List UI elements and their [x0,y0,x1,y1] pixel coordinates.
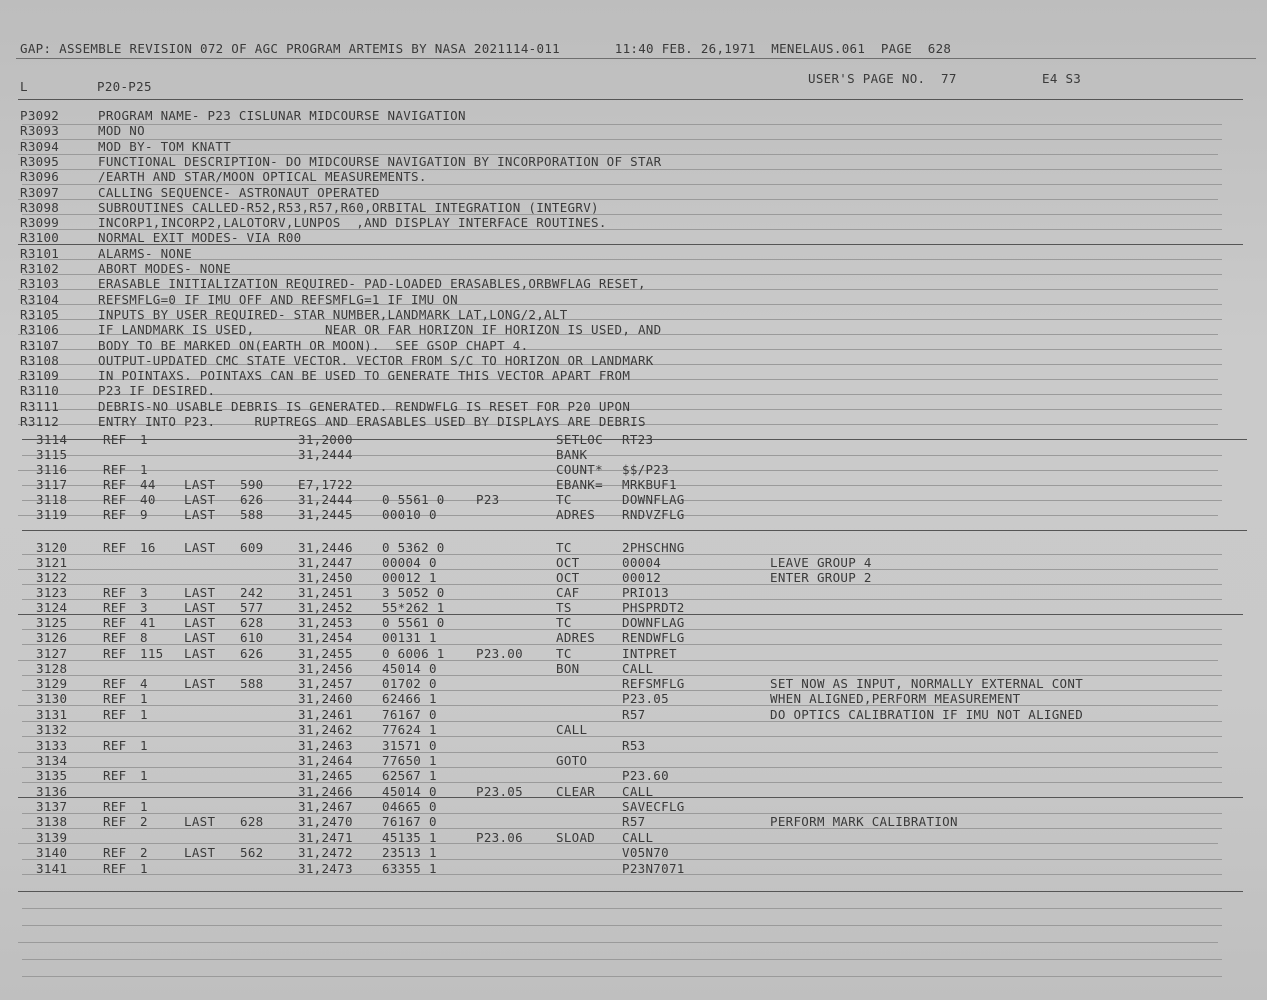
last-keyword: LAST [184,507,216,522]
description-text: /EARTH AND STAR/MOON OPTICAL MEASUREMENTS. [98,169,427,184]
address: 31,2447 [298,555,353,570]
address: 31,2465 [298,768,353,783]
ref-keyword: REF [103,814,127,829]
comment: ENTER GROUP 2 [770,570,872,585]
address: 31,2455 [298,646,353,661]
operand: 00012 [622,570,662,585]
ref-count: 4 [140,676,148,691]
description-text: NORMAL EXIT MODES- VIA R00 [98,230,302,245]
code-line-number: 3120 [36,540,68,555]
line-number: R3103 [20,276,60,291]
object-code: 76167 0 [382,814,437,829]
address: 31,2453 [298,615,353,630]
line-number: R3107 [20,338,60,353]
ref-count: 1 [140,861,148,876]
last-page: 628 [240,615,264,630]
operand: P23N7071 [622,861,685,876]
last-page: 626 [240,492,264,507]
opcode: SETLOC [556,432,603,447]
last-keyword: LAST [184,600,216,615]
opcode: BON [556,661,580,676]
object-code: 77624 1 [382,722,437,737]
line-number: R3108 [20,353,60,368]
object-code: 45135 1 [382,830,437,845]
address: 31,2467 [298,799,353,814]
ref-count: 1 [140,432,148,447]
code-line-number: 3115 [36,447,68,462]
operand: CALL [622,830,654,845]
line-number: R3110 [20,383,60,398]
label: P23.00 [476,646,523,661]
operand: 2PHSCHNG [622,540,685,555]
object-code: 00131 1 [382,630,437,645]
ref-count: 41 [140,615,156,630]
code-line-number: 3125 [36,615,68,630]
operand: P23.60 [622,768,669,783]
line-number: R3104 [20,292,60,307]
object-code: 00012 1 [382,570,437,585]
address: E7,1722 [298,477,353,492]
code-line-number: 3135 [36,768,68,783]
ref-count: 3 [140,585,148,600]
address: 31,2472 [298,845,353,860]
code-line-number: 3124 [36,600,68,615]
description-text: INPUTS BY USER REQUIRED- STAR NUMBER,LANDMARK LAT,LONG/2,ALT [98,307,568,322]
operand: INTPRET [622,646,677,661]
ref-keyword: REF [103,845,127,860]
form-rule [18,891,1243,892]
line-number: R3095 [20,154,60,169]
address: 31,2451 [298,585,353,600]
object-code: 0 5362 0 [382,540,445,555]
opcode: OCT [556,570,580,585]
code-line-number: 3131 [36,707,68,722]
object-code: 77650 1 [382,753,437,768]
ref-keyword: REF [103,432,127,447]
code-line-number: 3128 [36,661,68,676]
form-rule [18,569,1218,570]
address: 31,2446 [298,540,353,555]
line-number: R3101 [20,246,60,261]
line-number: R3106 [20,322,60,337]
ref-keyword: REF [103,707,127,722]
opcode: BANK [556,447,588,462]
object-code: 0 5561 0 [382,492,445,507]
operand: V05N70 [622,845,669,860]
address: 31,2463 [298,738,353,753]
form-rule [18,99,1243,100]
line-number: R3105 [20,307,60,322]
object-code: 0 6006 1 [382,646,445,661]
operand: RNDVZFLG [622,507,685,522]
object-code: 04665 0 [382,799,437,814]
address: 31,2452 [298,600,353,615]
ref-count: 1 [140,738,148,753]
object-code: 45014 0 [382,661,437,676]
code-line-number: 3134 [36,753,68,768]
header-range: P20-P25 [97,79,152,94]
line-number: R3099 [20,215,60,230]
opcode: COUNT* [556,462,603,477]
line-number: R3102 [20,261,60,276]
line-number: R3094 [20,139,60,154]
opcode: GOTO [556,753,588,768]
ref-count: 16 [140,540,156,555]
header-marker: L [20,79,28,94]
header-e4: E4 S3 [1042,71,1082,86]
form-rule [18,470,1218,471]
line-number: R3100 [20,230,60,245]
operand: R57 [622,707,646,722]
description-text: ENTRY INTO P23. RUPTREGS AND ERASABLES USED BY DISPLAYS ARE DEBRIS [98,414,646,429]
comment: SET NOW AS INPUT, NORMALLY EXTERNAL CONT [770,676,1084,691]
operand: DOWNFLAG [622,492,685,507]
address: 31,2457 [298,676,353,691]
last-page: 588 [240,507,264,522]
operand: R53 [622,738,646,753]
ref-keyword: REF [103,477,127,492]
comment: LEAVE GROUP 4 [770,555,872,570]
ref-keyword: REF [103,768,127,783]
opcode: TS [556,600,572,615]
address: 31,2460 [298,691,353,706]
form-rule [18,705,1218,706]
last-page: 609 [240,540,264,555]
object-code: 23513 1 [382,845,437,860]
operand: $$/P23 [622,462,669,477]
ref-count: 1 [140,462,148,477]
code-line-number: 3141 [36,861,68,876]
operand: R57 [622,814,646,829]
line-number: R3112 [20,414,60,429]
label: P23.05 [476,784,523,799]
ref-keyword: REF [103,676,127,691]
operand: SAVECFLG [622,799,685,814]
ref-count: 1 [140,707,148,722]
object-code: 55*262 1 [382,600,445,615]
label: P23 [476,492,500,507]
operand: 00004 [622,555,662,570]
form-rule [22,124,1222,125]
ref-keyword: REF [103,540,127,555]
ref-keyword: REF [103,646,127,661]
description-text: DEBRIS-NO USABLE DEBRIS IS GENERATED. RENDWFLG IS RESET FOR P20 UPON [98,399,631,414]
ref-keyword: REF [103,861,127,876]
object-code: 00004 0 [382,555,437,570]
address: 31,2462 [298,722,353,737]
form-rule [22,925,1222,926]
operand: RT23 [622,432,654,447]
users-page: USER'S PAGE NO. 77 [808,71,957,86]
line-number: P3092 [20,108,60,123]
opcode: SLOAD [556,830,596,845]
last-keyword: LAST [184,615,216,630]
description-text: PROGRAM NAME- P23 CISLUNAR MIDCOURSE NAVIGATION [98,108,466,123]
last-keyword: LAST [184,646,216,661]
address: 31,2445 [298,507,353,522]
operand: PRIO13 [622,585,669,600]
object-code: 62466 1 [382,691,437,706]
form-rule [22,959,1222,960]
operand: CALL [622,784,654,799]
form-rule [22,976,1222,977]
address: 31,2444 [298,492,353,507]
form-rule [18,752,1218,753]
code-line-number: 3140 [36,845,68,860]
address: 31,2444 [298,447,353,462]
ref-keyword: REF [103,799,127,814]
last-keyword: LAST [184,540,216,555]
address: 31,2450 [298,570,353,585]
description-text: FUNCTIONAL DESCRIPTION- DO MIDCOURSE NAVIGATION BY INCORPORATION OF STAR [98,154,662,169]
form-rule [22,530,1247,531]
operand: RENDWFLG [622,630,685,645]
last-keyword: LAST [184,814,216,829]
opcode: TC [556,540,572,555]
comment: PERFORM MARK CALIBRATION [770,814,958,829]
line-number: R3097 [20,185,60,200]
code-line-number: 3114 [36,432,68,447]
last-keyword: LAST [184,676,216,691]
address: 31,2461 [298,707,353,722]
description-text: MOD BY- TOM KNATT [98,139,232,154]
object-code: 0 5561 0 [382,615,445,630]
object-code: 76167 0 [382,707,437,722]
ref-count: 1 [140,799,148,814]
line-number: R3111 [20,399,60,414]
code-line-number: 3117 [36,477,68,492]
code-line-number: 3116 [36,462,68,477]
description-text: IN POINTAXS. POINTAXS CAN BE USED TO GENERATE THIS VECTOR APART FROM [98,368,631,383]
ref-count: 40 [140,492,156,507]
description-text: OUTPUT-UPDATED CMC STATE VECTOR. VECTOR FROM S/C TO HORIZON OR LANDMARK [98,353,654,368]
opcode: ADRES [556,507,596,522]
code-line-number: 3138 [36,814,68,829]
code-line-number: 3119 [36,507,68,522]
last-page: 577 [240,600,264,615]
opcode: TC [556,492,572,507]
code-line-number: 3126 [36,630,68,645]
opcode: TC [556,646,572,661]
ref-count: 8 [140,630,148,645]
object-code: 62567 1 [382,768,437,783]
description-text: MOD NO [98,123,145,138]
description-text: ERASABLE INITIALIZATION REQUIRED- PAD-LOADED ERASABLES,ORBWFLAG RESET, [98,276,646,291]
code-line-number: 3132 [36,722,68,737]
operand: CALL [622,661,654,676]
ref-count: 1 [140,691,148,706]
opcode: ADRES [556,630,596,645]
address: 31,2466 [298,784,353,799]
ref-keyword: REF [103,615,127,630]
ref-count: 115 [140,646,164,661]
last-keyword: LAST [184,477,216,492]
ref-count: 9 [140,507,148,522]
description-text: CALLING SEQUENCE- ASTRONAUT OPERATED [98,185,380,200]
last-keyword: LAST [184,630,216,645]
operand: DOWNFLAG [622,615,685,630]
form-rule [22,908,1222,909]
line-number: R3109 [20,368,60,383]
last-keyword: LAST [184,845,216,860]
ref-keyword: REF [103,691,127,706]
ref-keyword: REF [103,462,127,477]
code-line-number: 3136 [36,784,68,799]
opcode: OCT [556,555,580,570]
description-text: P23 IF DESIRED. [98,383,216,398]
address: 31,2464 [298,753,353,768]
last-page: 242 [240,585,264,600]
code-line-number: 3130 [36,691,68,706]
address: 31,2473 [298,861,353,876]
line-number: R3096 [20,169,60,184]
ref-count: 3 [140,600,148,615]
header-line: GAP: ASSEMBLE REVISION 072 OF AGC PROGRAM ARTEMIS BY NASA 2021114-011 11:40 FEB. 26,1971 MENELAUS.061 PAGE 628 [20,41,952,56]
ref-keyword: REF [103,738,127,753]
opcode: CLEAR [556,784,596,799]
line-number: R3093 [20,123,60,138]
form-rule [22,455,1222,456]
description-text: ABORT MODES- NONE [98,261,232,276]
last-page: 590 [240,477,264,492]
ref-keyword: REF [103,507,127,522]
ref-keyword: REF [103,630,127,645]
address: 31,2000 [298,432,353,447]
ref-count: 44 [140,477,156,492]
code-line-number: 3137 [36,799,68,814]
description-text: SUBROUTINES CALLED-R52,R53,R57,R60,ORBITAL INTEGRATION (INTEGRV) [98,200,599,215]
ref-count: 2 [140,845,148,860]
operand: P23.05 [622,691,669,706]
operand: PHSPRDT2 [622,600,685,615]
line-number: R3098 [20,200,60,215]
address: 31,2454 [298,630,353,645]
ref-keyword: REF [103,585,127,600]
ref-count: 2 [140,814,148,829]
ref-keyword: REF [103,492,127,507]
object-code: 00010 0 [382,507,437,522]
last-keyword: LAST [184,492,216,507]
code-line-number: 3123 [36,585,68,600]
description-text: BODY TO BE MARKED ON(EARTH OR MOON). SEE GSOP CHAPT 4. [98,338,529,353]
code-line-number: 3122 [36,570,68,585]
last-page: 626 [240,646,264,661]
code-line-number: 3118 [36,492,68,507]
ref-keyword: REF [103,600,127,615]
code-line-number: 3139 [36,830,68,845]
ref-count: 1 [140,768,148,783]
description-text: ALARMS- NONE [98,246,192,261]
code-line-number: 3129 [36,676,68,691]
object-code: 45014 0 [382,784,437,799]
comment: DO OPTICS CALIBRATION IF IMU NOT ALIGNED [770,707,1084,722]
address: 31,2470 [298,814,353,829]
operand: MRKBUF1 [622,477,677,492]
code-line-number: 3133 [36,738,68,753]
form-rule [18,843,1218,844]
last-page: 628 [240,814,264,829]
comment: WHEN ALIGNED,PERFORM MEASUREMENT [770,691,1021,706]
object-code: 31571 0 [382,738,437,753]
object-code: 3 5052 0 [382,585,445,600]
last-page: 562 [240,845,264,860]
operand: REFSMFLG [622,676,685,691]
description-text: INCORP1,INCORP2,LALOTORV,LUNPOS ,AND DISPLAY INTERFACE ROUTINES. [98,215,607,230]
last-keyword: LAST [184,585,216,600]
address: 31,2456 [298,661,353,676]
object-code: 63355 1 [382,861,437,876]
form-rule [18,942,1218,943]
code-line-number: 3127 [36,646,68,661]
opcode: TC [556,615,572,630]
description-text: IF LANDMARK IS USED, NEAR OR FAR HORIZON IF HORIZON IS USED, AND [98,322,662,337]
label: P23.06 [476,830,523,845]
opcode: CALL [556,722,588,737]
opcode: EBANK= [556,477,603,492]
header-rule [16,58,1256,59]
last-page: 588 [240,676,264,691]
form-rule [22,736,1222,737]
opcode: CAF [556,585,580,600]
description-text: REFSMFLG=0 IF IMU OFF AND REFSMFLG=1 IF IMU ON [98,292,458,307]
code-line-number: 3121 [36,555,68,570]
address: 31,2471 [298,830,353,845]
last-page: 610 [240,630,264,645]
form-rule [22,259,1222,260]
object-code: 01702 0 [382,676,437,691]
